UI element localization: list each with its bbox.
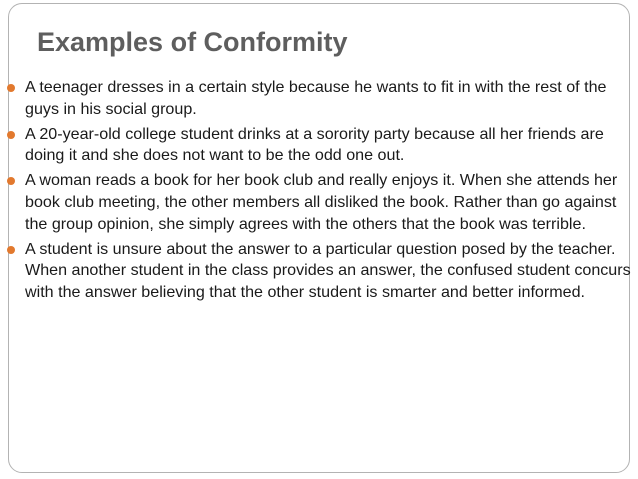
bullet-item-college-student <box>4 124 634 168</box>
bullet-dot-icon <box>7 84 15 92</box>
bullet-text: A woman reads a book for her book club and really enjoys it. When she attends her book club meeting, the other members all disliked the book. Rather than go against the group opinion, she simply agrees with the others that the book was terrible. <box>25 171 618 233</box>
slide-title: Examples of Conformity <box>37 27 348 57</box>
bullet-item-student-answer <box>4 239 634 304</box>
bullet-text: A 20-year-old college student drinks at a sorority party because all her friends are doing it and she does not want to be the odd one out. <box>25 124 604 165</box>
bullet-dot-icon <box>7 177 15 185</box>
bullet-item-book-club <box>4 170 634 235</box>
bullet-item-teenager <box>4 77 634 121</box>
bullet-text: A teenager dresses in a certain style because he wants to fit in with the rest of the guys in his social group. <box>25 78 607 118</box>
bullet-dot-icon <box>7 131 15 139</box>
bullet-list <box>4 77 634 307</box>
bullet-dot-icon <box>7 246 15 254</box>
bullet-text: A student is unsure about the answer to a particular question posed by the teacher. When another student in the class provides an answer, the confused student concurs with the answer believing that the other student is smarter and better informed. <box>25 239 631 302</box>
